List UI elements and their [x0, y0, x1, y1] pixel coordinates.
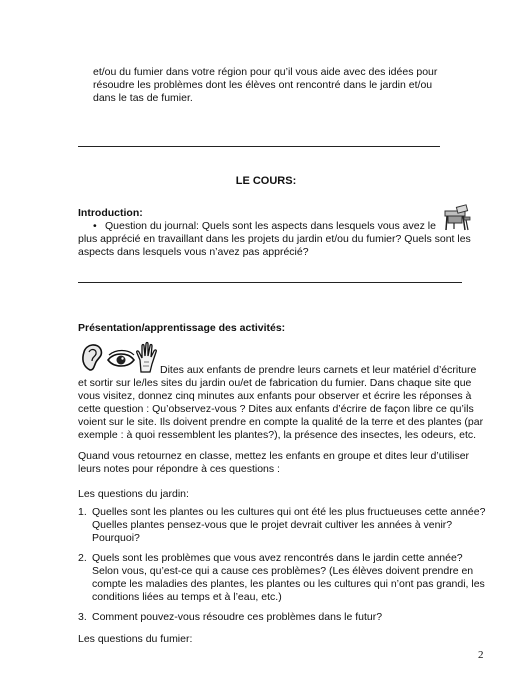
text-line: exemple : à quoi ressemblent les plantes?), la présence des insectes, les odeurs, etc. — [78, 429, 477, 441]
text-line: dans le tas de fumier. — [93, 92, 193, 104]
continued-paragraph — [93, 66, 473, 105]
question-item — [78, 506, 498, 545]
text-line: Quand vous retournez en classe, mettez les enfants en groupe et dites leur d’utiliser — [78, 450, 470, 462]
garden-questions-label: Les questions du jardin: — [78, 488, 189, 500]
text-line: résoudre les problèmes dont les élèves ont rencontré dans le jardin et/ou — [93, 79, 433, 91]
text-line: voient sur le site. Ils doivent prendre en compte la qualité de la terre et des plantes (par — [78, 416, 484, 428]
question-number: 3. — [78, 611, 87, 623]
presentation-heading: Présentation/apprentissage des activités: — [78, 322, 286, 334]
text-line: Quelles plantes pensez-vous que le projet devrait cultiver les années à venir? — [92, 519, 453, 531]
text-line: aspects dans lesquels vous n’avez pas apprécié? — [78, 246, 309, 258]
page-number: 2 — [478, 649, 484, 661]
text-line: Quelles sont les plantes ou les cultures qui ont été les plus fructueuses cette année? — [92, 506, 486, 518]
question-item — [78, 611, 498, 624]
text-line: et/ou du fumier dans votre région pour qu’il vous aide avec des idées pour — [93, 66, 438, 78]
introduction-heading: Introduction: — [78, 207, 143, 219]
text-line: vous visitez, donnez cinq minutes aux enfants pour observer et écrire les réponses à — [78, 390, 472, 402]
text-line: cette question : Qu’observez-vous ? Dites aux enfants d’écrire de façon libre ce qu’ils — [78, 403, 474, 415]
bullet-icon: • — [93, 220, 97, 232]
text-line: Dites aux enfants de prendre leurs carnets et leur matériel d’écriture — [160, 364, 477, 376]
bullet-text: Question du journal: Quels sont les aspects dans lesquels vous avez le — [105, 220, 436, 232]
question-item — [78, 552, 498, 604]
text-line: Comment pouvez-vous résoudre ces problèmes dans le futur? — [92, 611, 383, 623]
text-line: conditions liées au temps et à l’eau, etc.) — [92, 591, 282, 603]
text-line: Pourquoi? — [92, 532, 140, 544]
activity-instructions — [78, 364, 490, 442]
text-line: Selon vous, qu’est-ce qui a cause ces problèmes? (Les élèves doivent prendre en — [92, 565, 474, 577]
desk-icon — [442, 202, 472, 232]
question-number: 2. — [78, 552, 87, 564]
fumier-questions-label: Les questions du fumier: — [78, 633, 193, 645]
text-line: compte les maladies des plantes, les plantes ou les cultures qui n’ont pas grandi, les — [92, 578, 485, 590]
horizontal-divider — [78, 282, 462, 283]
classroom-instructions — [78, 450, 490, 476]
text-line: Quels sont les problèmes que vous avez rencontrés dans le jardin cette année? — [92, 552, 463, 564]
horizontal-divider — [78, 146, 440, 147]
journal-question-bullet — [93, 220, 436, 233]
text-line: et sortir sur le/les sites du jardin ou/et de fabrication du fumier. Dans chaque site que — [78, 377, 472, 389]
journal-question-continuation — [78, 233, 478, 259]
question-number: 1. — [78, 506, 87, 518]
text-line: plus apprécié en travaillant dans les projets du jardin et/ou du fumier? Quels sont les — [78, 233, 471, 245]
section-title: LE COURS: — [235, 175, 297, 187]
text-line: leurs notes pour répondre à ces questions : — [78, 463, 280, 475]
